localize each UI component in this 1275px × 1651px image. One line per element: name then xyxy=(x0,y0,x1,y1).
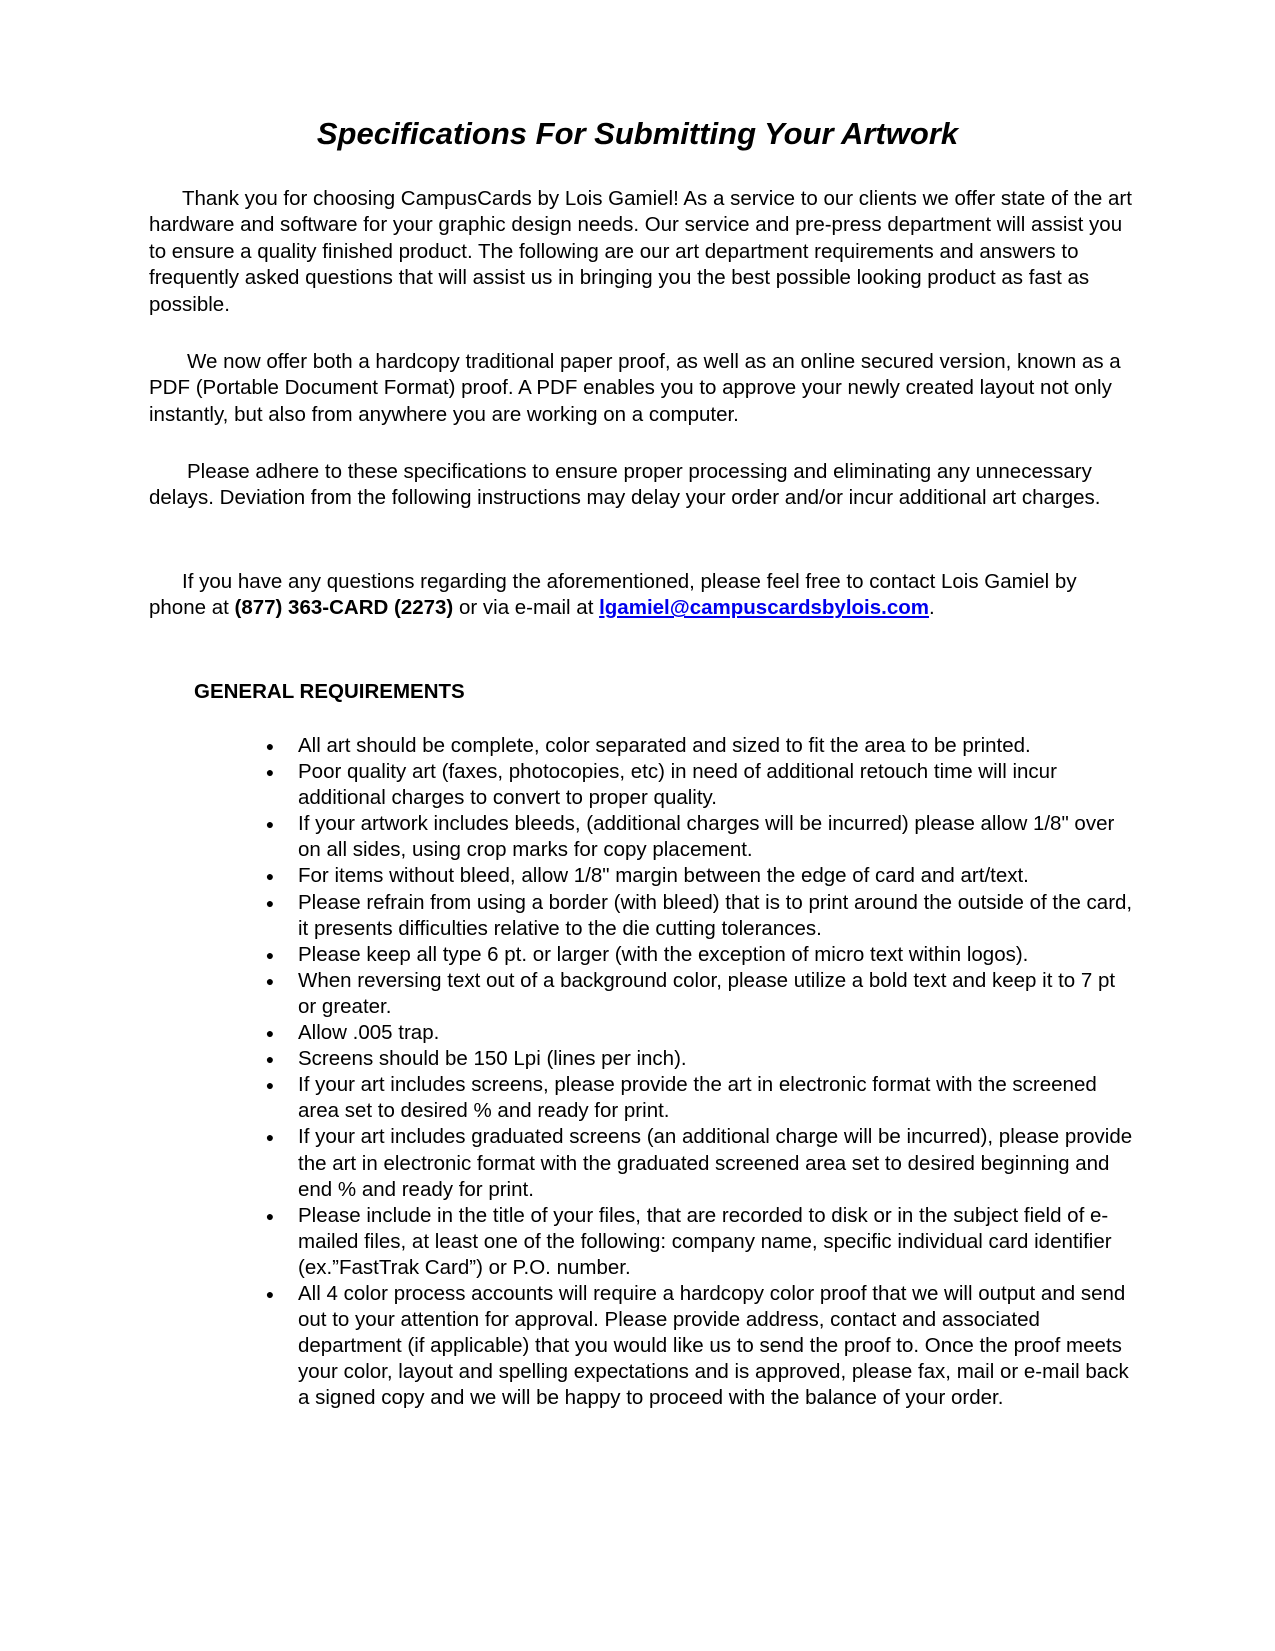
list-item xyxy=(265,759,1133,811)
list-item-text: Please keep all type 6 pt. or larger (with the exception of micro text within logos). xyxy=(298,942,1029,966)
list-item xyxy=(265,942,1133,968)
list-item-text: If your art includes graduated screens (an additional charge will be incurred), please provide the art in electronic format with the graduated screened area set to desired beginning and end % and ready for print. xyxy=(298,1125,1133,1201)
general-requirements-heading: GENERAL REQUIREMENTS xyxy=(194,680,465,703)
list-item-text: When reversing text out of a background color, please utilize a bold text and keep it to 7 pt or greater. xyxy=(298,968,1116,1018)
phone-number: (877) 363-CARD (2273) xyxy=(234,596,454,620)
list-item xyxy=(265,1046,1133,1072)
adhere-paragraph: Please adhere to these specifications to ensure proper processing and eliminating any unnecessary delays. Deviation from the following instructions may delay your order and/or incur additional art charges. xyxy=(149,460,1101,510)
list-item xyxy=(265,733,1133,759)
list-item xyxy=(265,968,1133,1020)
list-item-text: Please include in the title of your files, that are recorded to disk or in the subject field of e-mailed files, at least one of the following: company name, specific individual card identifier (ex.”FastTrak Card”) or P.O. number. xyxy=(298,1203,1112,1279)
proof-paragraph: We now offer both a hardcopy traditional paper proof, as well as an online secured version, known as a PDF (Portable Document Format) proof. A PDF enables you to approve your newly created layout not only instantly, but also from anywhere you are working on a computer. xyxy=(149,350,1121,426)
bullet-dot-icon: ● xyxy=(265,868,275,885)
requirements-list xyxy=(265,733,1133,1411)
list-item-text: All art should be complete, color separated and sized to fit the area to be printed. xyxy=(298,734,1031,757)
list-item-text: Please refrain from using a border (with bleed) that is to print around the outside of the card, it presents difficulties relative to the die cutting tolerances. xyxy=(298,890,1133,940)
bullet-dot-icon: ● xyxy=(265,1285,275,1302)
list-item xyxy=(265,1072,1133,1124)
list-item xyxy=(265,1203,1133,1281)
list-item-text: All 4 color process accounts will require a hardcopy color proof that we will output and send out to your attention for approval. Please provide address, contact and associated department (if applicable) that you would like us to send the proof to. Once the proof meets your color, layout and spelling expectations and is approved, please fax, mail or e-mail back a signed copy and we will be happy to proceed with the balance of your order. xyxy=(298,1281,1129,1410)
bullet-dot-icon: ● xyxy=(265,946,275,963)
bullet-dot-icon: ● xyxy=(265,1129,275,1146)
list-item-text: Screens should be 150 Lpi (lines per inch). xyxy=(298,1047,687,1071)
list-item xyxy=(265,863,1133,889)
contact-paragraph xyxy=(149,569,1139,622)
bullet-dot-icon: ● xyxy=(265,894,275,911)
bullet-dot-icon: ● xyxy=(265,738,275,754)
list-item-text: Allow .005 trap. xyxy=(298,1021,440,1045)
list-item xyxy=(265,1281,1133,1411)
list-item xyxy=(265,1124,1133,1202)
page-title: Specifications For Submitting Your Artwork xyxy=(316,116,959,151)
list-item xyxy=(265,1020,1133,1046)
list-item xyxy=(265,811,1133,863)
list-item xyxy=(265,890,1133,942)
intro-paragraph: Thank you for choosing CampusCards by Lois Gamiel! As a service to our clients we offer state of the art hardware and software for your graphic design needs. Our service and pre-press department will assist you to ensure a quality finished product. The following are our art department requirements and answers to frequently asked questions that will assist us in bringing you the best possible looking product as fast as possible. xyxy=(149,187,1132,316)
bullet-dot-icon: ● xyxy=(265,764,275,781)
list-item-text: For items without bleed, allow 1/8" margin between the edge of card and art/text. xyxy=(298,864,1029,888)
bullet-dot-icon: ● xyxy=(265,1077,275,1094)
contact-prefix: If you have any questions regarding the aforementioned, please feel free to contact Lois Gamiel by phone at xyxy=(149,570,1077,620)
bullet-dot-icon: ● xyxy=(265,972,275,989)
bullet-dot-icon: ● xyxy=(265,1051,275,1068)
bullet-dot-icon: ● xyxy=(265,816,275,833)
contact-middle: or via e-mail at xyxy=(453,596,600,620)
contact-suffix: . xyxy=(929,596,935,620)
email-link[interactable]: lgamiel@campuscardsbylois.com xyxy=(599,596,929,620)
list-item-text: If your artwork includes bleeds, (additional charges will be incurred) please allow 1/8" over on all sides, using crop marks for copy placement. xyxy=(298,812,1115,862)
bullet-dot-icon: ● xyxy=(265,1025,275,1042)
bullet-dot-icon: ● xyxy=(265,1207,275,1224)
list-item-text: Poor quality art (faxes, photocopies, etc) in need of additional retouch time will incur additional charges to convert to proper quality. xyxy=(298,760,1057,810)
list-item-text: If your art includes screens, please provide the art in electronic format with the screened area set to desired % and ready for print. xyxy=(298,1073,1097,1123)
